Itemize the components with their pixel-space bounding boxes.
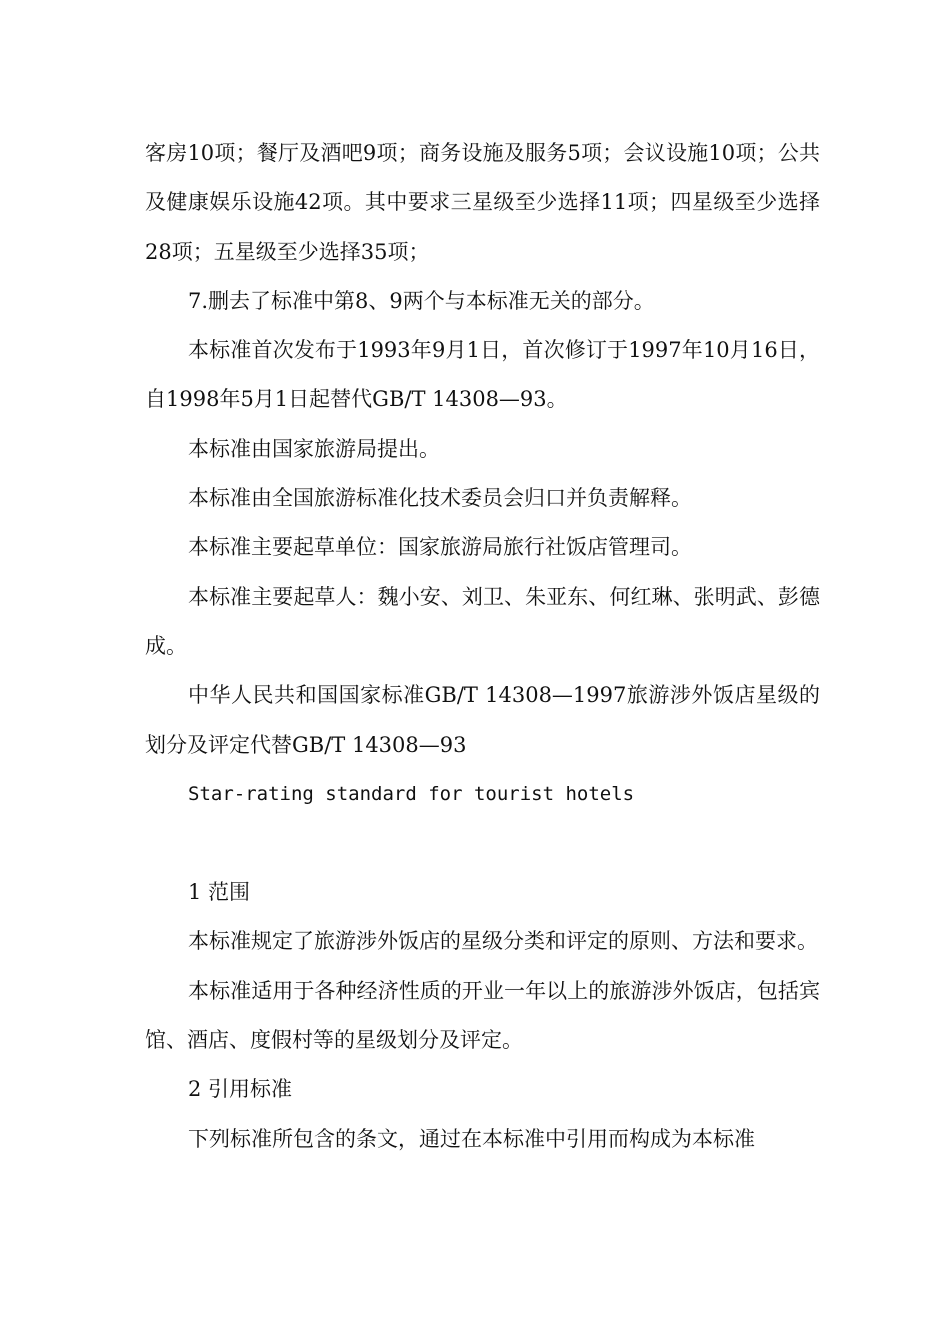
paragraph-references-intro: 下列标准所包含的条文，通过在本标准中引用而构成为本标准 <box>188 1126 755 1151</box>
paragraph-item-7: 7.删去了标准中第8、9两个与本标准无关的部分。 <box>188 288 655 313</box>
blank-line <box>145 819 820 868</box>
paragraph-interpretation: 本标准由全国旅游标准化技术委员会归口并负责解释。 <box>188 486 692 511</box>
paragraph-publication-history: 本标准首次发布于1993年9月1日，首次修订于1997年10月16日，自1998年5月1日起替代GB/T 14308—93。 <box>145 338 820 412</box>
paragraph-scope-applicability: 本标准适用于各种经济性质的开业一年以上的旅游涉外饭店，包括宾馆、酒店、度假村等的星级划分及评定。 <box>145 978 820 1053</box>
english-title: Star-rating standard for tourist hotels <box>188 782 635 805</box>
paragraph-proposer: 本标准由国家旅游局提出。 <box>188 436 440 461</box>
paragraph-facility-counts: 客房10项；餐厅及酒吧9项；商务设施及服务5项；会议设施10项；公共及健康娱乐设施42项。其中要求三星级至少选择11项；四星级至少选择28项；五星级至少选择35项； <box>145 141 820 264</box>
paragraph-drafting-unit: 本标准主要起草单位：国家旅游局旅行社饭店管理司。 <box>188 535 692 560</box>
paragraph-drafters: 本标准主要起草人：魏小安、刘卫、朱亚东、何红琳、张明武、彭德成。 <box>145 584 820 658</box>
section-heading-references: 2 引用标准 <box>188 1077 293 1102</box>
document-body <box>145 129 820 1164</box>
section-heading-scope: 1 范围 <box>188 880 251 905</box>
paragraph-standard-title: 中华人民共和国国家标准GB/T 14308—1997旅游涉外饭店星级的划分及评定代替GB/T 14308—93 <box>145 683 820 757</box>
paragraph-scope-definition: 本标准规定了旅游涉外饭店的星级分类和评定的原则、方法和要求。 <box>188 929 818 954</box>
